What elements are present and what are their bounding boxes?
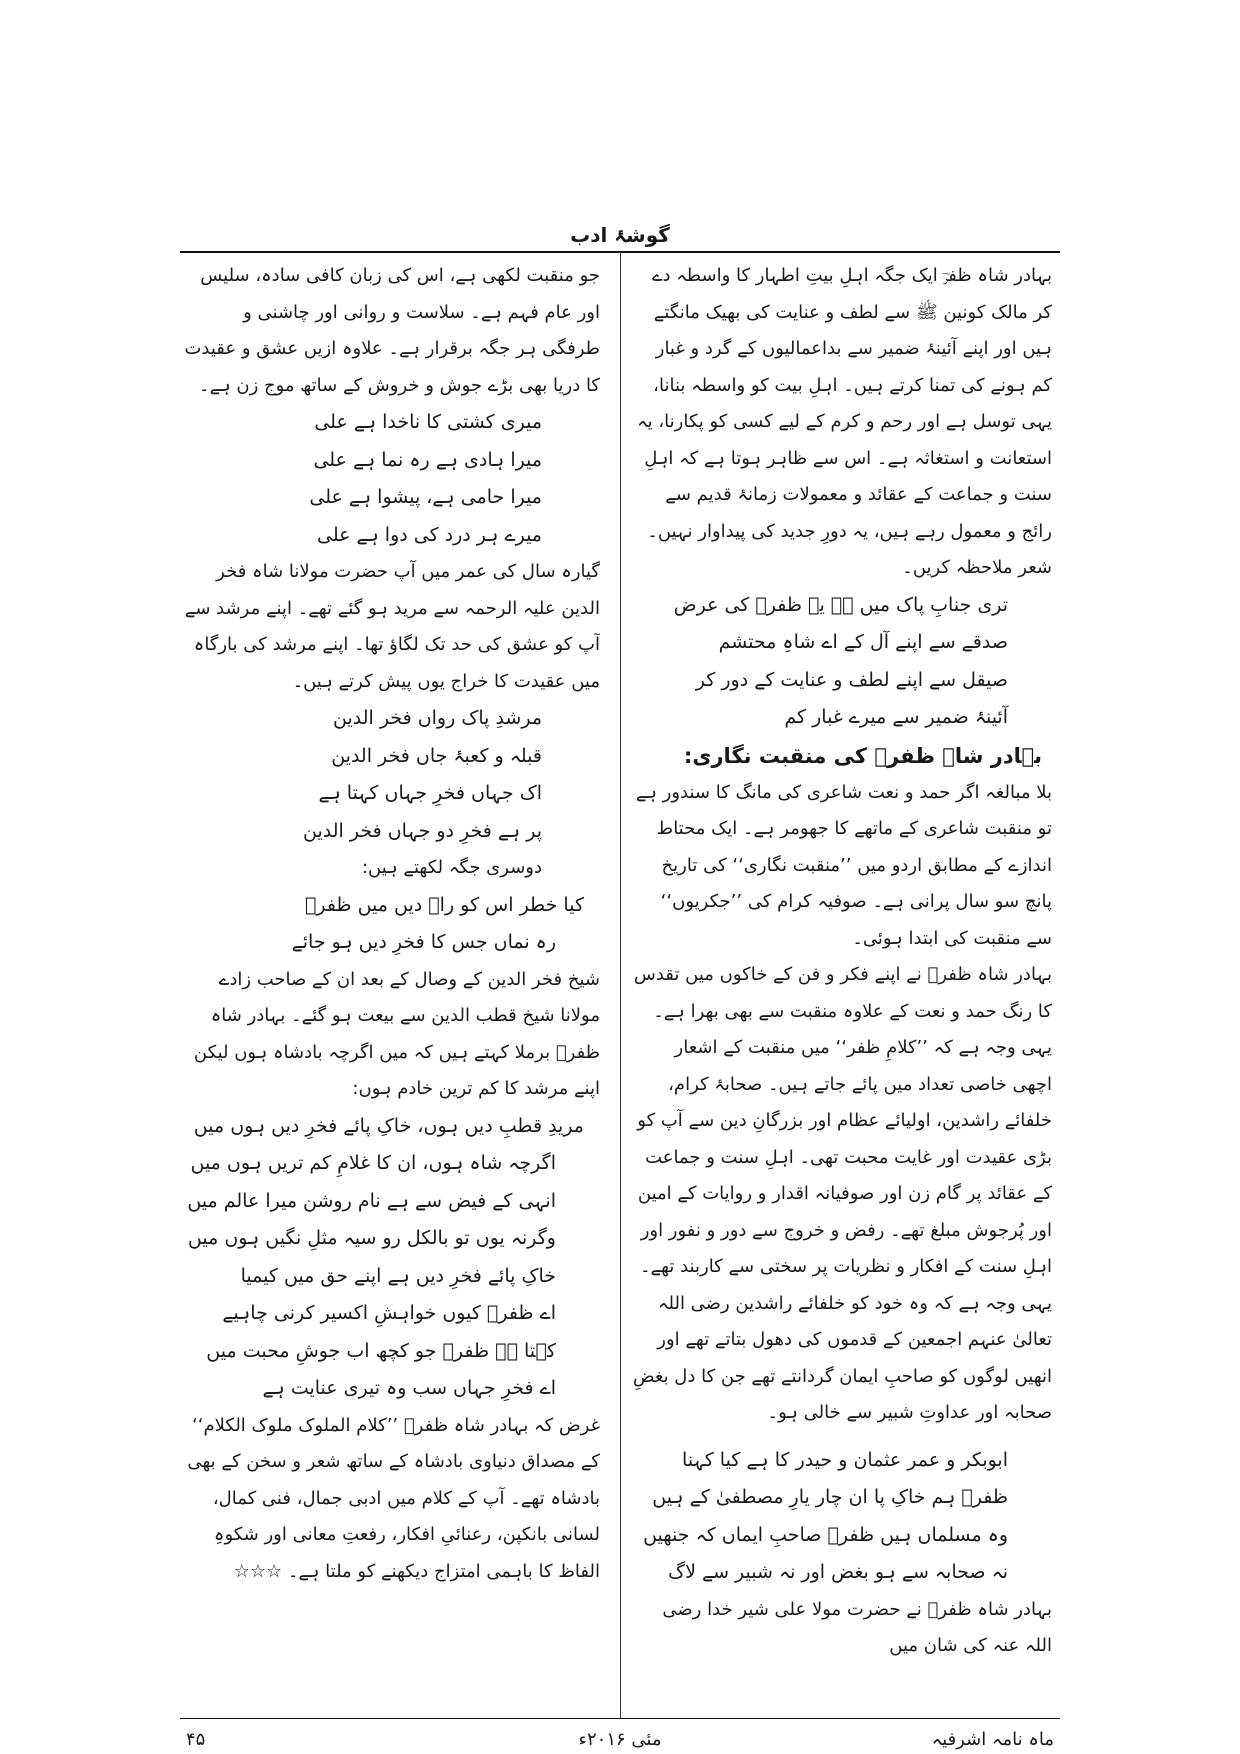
verse-line: انہی کے فیض سے ہے نام روشن میرا عالم میں — [187, 1189, 556, 1212]
left-paragraph-5: غرض کہ بہادر شاہ ظفرؔ ’’کلام الملوک ملوک الکلام‘‘ کے مصداق دنیاوی بادشاہ کے ساتھ شعر و سخن کے بھی بادشاہ تھے۔ آپ کے کلام میں ادبی جمال، فنی کمال، لسانی بانکپن، رعنائیِ افکار، رفعتِ معانی اور شکوہِ الفاظ کا باہمی امتزاج دیکھنے کو ملتا ہے۔ ☆☆☆ — [187, 1414, 600, 1582]
left-poem-1 — [180, 404, 600, 554]
verse-line: تری جنابِ پاک میں ہے یہ ظفرؔ کی عرض — [673, 593, 1008, 616]
verse-line: اک جہاں فخرِ جہاں کہتا ہے — [318, 782, 542, 804]
verse-line: آئینۂ ضمیر سے میرے غبار کم — [784, 706, 1008, 728]
verse-line: میرا ہادی ہے رہ نما ہے علی — [313, 448, 542, 471]
left-poem-2 — [180, 700, 600, 850]
verse-line: اے فخرِ جہاں سب وہ تیری عنایت ہے — [262, 1377, 556, 1399]
issue-date: مئی ۲۰۱۶ء — [578, 1729, 662, 1750]
verse-line: میری کشتی کا ناخدا ہے علی — [314, 411, 542, 433]
left-paragraph-3: دوسری جگہ لکھتے ہیں: — [361, 857, 542, 878]
verse-line: مرشدِ پاک رواں فخر الدین — [333, 707, 542, 729]
verse-line: قبلہ و کعبۂ جاں فخر الدین — [331, 744, 542, 767]
verse-line: رہ نماں جس کا فخرِ دیں ہو جائے — [291, 931, 556, 953]
right-paragraph-2: بلا مبالغہ اگر حمد و نعت شاعری کی مانگ کا سندور ہے تو منقبت شاعری کے ماتھے کا جھومر ہے۔ ایک محتاط اندازے کے مطابق اردو میں ’’منقبت نگاری‘‘ کی تاریخ پانچ سو سال پرانی ہے۔ صوفیہ کرام کی ’’جکریوں‘‘ سے منقبت کی ابتدا ہوئی۔ — [635, 781, 1052, 949]
verse-line: کہتا ہے ظفرؔ جو کچھ اب جوشِ محبت میں — [206, 1339, 556, 1362]
page-number: ۴۵ — [186, 1729, 206, 1750]
subsection-heading: بہادر شاہ ظفرؔ کی منقبت نگاری: — [683, 743, 1042, 768]
right-poem-2 — [632, 1442, 1052, 1592]
verse-line: اگرچہ شاہ ہوں، ان کا غلامِ کم تریں ہوں میں — [190, 1152, 556, 1174]
left-column — [180, 258, 600, 1713]
verse-line: ابوبکر و عمر عثمان و حیدر کا ہے کیا کہنا — [682, 1448, 1008, 1471]
verse-line: پر ہے فخرِ دو جہاں فخر الدین — [303, 819, 542, 842]
verse-line: صدقے سے اپنے آل کے اے شاہِ محتشم — [718, 631, 1008, 653]
verse-line: اے ظفرؔ کیوں خواہشِ اکسیر کرنی چاہیے — [222, 1302, 556, 1324]
right-paragraph-3: بہادر شاہ ظفرؔ نے اپنے فکر و فن کے خاکوں میں تقدس کا رنگ حمد و نعت کے علاوہ منقبت سے بھی بھرا ہے۔ یہی وجہ ہے کہ ’’کلامِ ظفر‘‘ میں منقبت کے اشعار اچھی خاصی تعداد میں پائے جاتے ہیں۔ صحابۂ کرام، خلفائے راشدین، اولیائے عظام اور بزرگانِ دین سے آپ کو بڑی عقیدت اور غایت محبت تھی۔ اہلِ سنت و جماعت کے عقائد پر گام زن اور صوفیانہ اقدار و روایات کے امین اور پُرجوش مبلغ تھے۔ رفض و خروج سے دور و نفور اور اہلِ سنت کے افکار و نظریات پر سختی سے کاربند تھے۔ یہی وجہ ہے کہ وہ خود کو خلفائے راشدین رضی اللہ تعالیٰ عنہم اجمعین کے قدموں کی دھول بتاتے تھے اور انھیں لوگوں کو صاحبِ ایمان گردانتے تھے جن کا دل بغضِ صحابہ اور عداوتِ شبیر سے خالی ہو۔ — [632, 964, 1052, 1423]
verse-line: وہ مسلماں ہیں ظفرؔ صاحبِ ایماں کہ جنھیں — [643, 1523, 1008, 1546]
section-title: گوشۂ ادب — [570, 223, 670, 247]
verse-line: مریدِ قطبِ دیں ہوں، خاکِ پائے فخرِ دیں ہوں میں — [193, 1114, 584, 1137]
verse-line: ظفرؔ ہم خاکِ پا ان چار یارِ مصطفیٰ کے ہیں — [652, 1486, 1008, 1508]
verse-line: خاکِ پائے فخرِ دیں ہے اپنے حق میں کیمیا — [240, 1264, 556, 1287]
right-poem-1 — [632, 587, 1052, 737]
left-paragraph-2: گیارہ سال کی عمر میں آپ حضرت مولانا شاہ فخر الدین علیہ الرحمہ سے مرید ہو گئے تھے۔ اپنے مرشد سے آپ کو عشق کی حد تک لگاؤ تھا۔ اپنے مرشد کی بارگاہ میں عقیدت کا خراج یوں پیش کرتے ہیں۔ — [184, 561, 600, 692]
magazine-name: ماہ نامہ اشرفیہ — [931, 1729, 1054, 1750]
left-paragraph-1: جو منقبت لکھی ہے، اس کی زبان کافی سادہ، سلیس اور عام فہم ہے۔ سلاست و روانی اور چاشنی و طرفگی ہر جگہ برقرار ہے۔ علاوہ ازیں عشق و عقیدت کا دریا بھی بڑے جوش و خروش کے ساتھ موج زن ہے۔ — [184, 265, 600, 396]
verse-line: وگرنہ یوں تو بالکل رو سیہ مثلِ نگیں ہوں میں — [187, 1227, 556, 1249]
verse-line: میرا حامی ہے، پیشوا ہے علی — [309, 486, 542, 508]
verse-line: صیقل سے اپنے لطف و عنایت کے دور کر — [695, 668, 1008, 691]
left-poem-3 — [180, 887, 600, 962]
column-divider — [620, 252, 621, 1718]
verse-line: کیا خطر اس کو راہ دیں میں ظفرؔ — [304, 893, 584, 916]
right-paragraph-4: بہادر شاہ ظفرؔ نے حضرت مولا علی شیر خدا رضی اللہ عنہ کی شان میں — [662, 1598, 1052, 1656]
verse-line: نہ صحابہ سے ہو بغض اور نہ شبیر سے لاگ — [668, 1561, 1008, 1583]
verse-line: میرے ہر درد کی دوا ہے علی — [316, 523, 542, 546]
left-paragraph-4: شیخ فخر الدین کے وصال کے بعد ان کے صاحب زادے مولانا شیخ قطب الدین سے بیعت ہو گئے۔ بہادر شاہ ظفرؔ برملا کہتے ہیں کہ میں اگرچہ بادشاہ ہوں لیکن اپنے مرشد کا کم ترین خادم ہوں: — [193, 968, 600, 1099]
right-paragraph-1: بہادر شاہ ظفرؔ ایک جگہ اہلِ بیتِ اطہار کا واسطہ دے کر مالک کونین ﷺ سے لطف و عنایت کی بھیک مانگتے ہیں اور اپنے آئینۂ ضمیر سے بداعمالیوں کے گرد و غبار کم ہونے کی تمنا کرتے ہیں۔ اہلِ بیت کو واسطہ بنانا، یہی توسل ہے اور رحم و کرم کے لیے کسی کو پکارنا، یہ استعانت و استغاثہ ہے۔ اس سے ظاہر ہوتا ہے کہ اہلِ سنت و جماعت کے عقائد و معمولات زمانۂ قدیم سے رائج و معمول رہے ہیں، یہ دورِ جدید کی پیداوار نہیں۔ شعر ملاحظہ کریں۔ — [637, 265, 1052, 578]
left-poem-4 — [180, 1108, 600, 1408]
footer-rule — [180, 1718, 1060, 1719]
right-column — [632, 258, 1052, 1713]
